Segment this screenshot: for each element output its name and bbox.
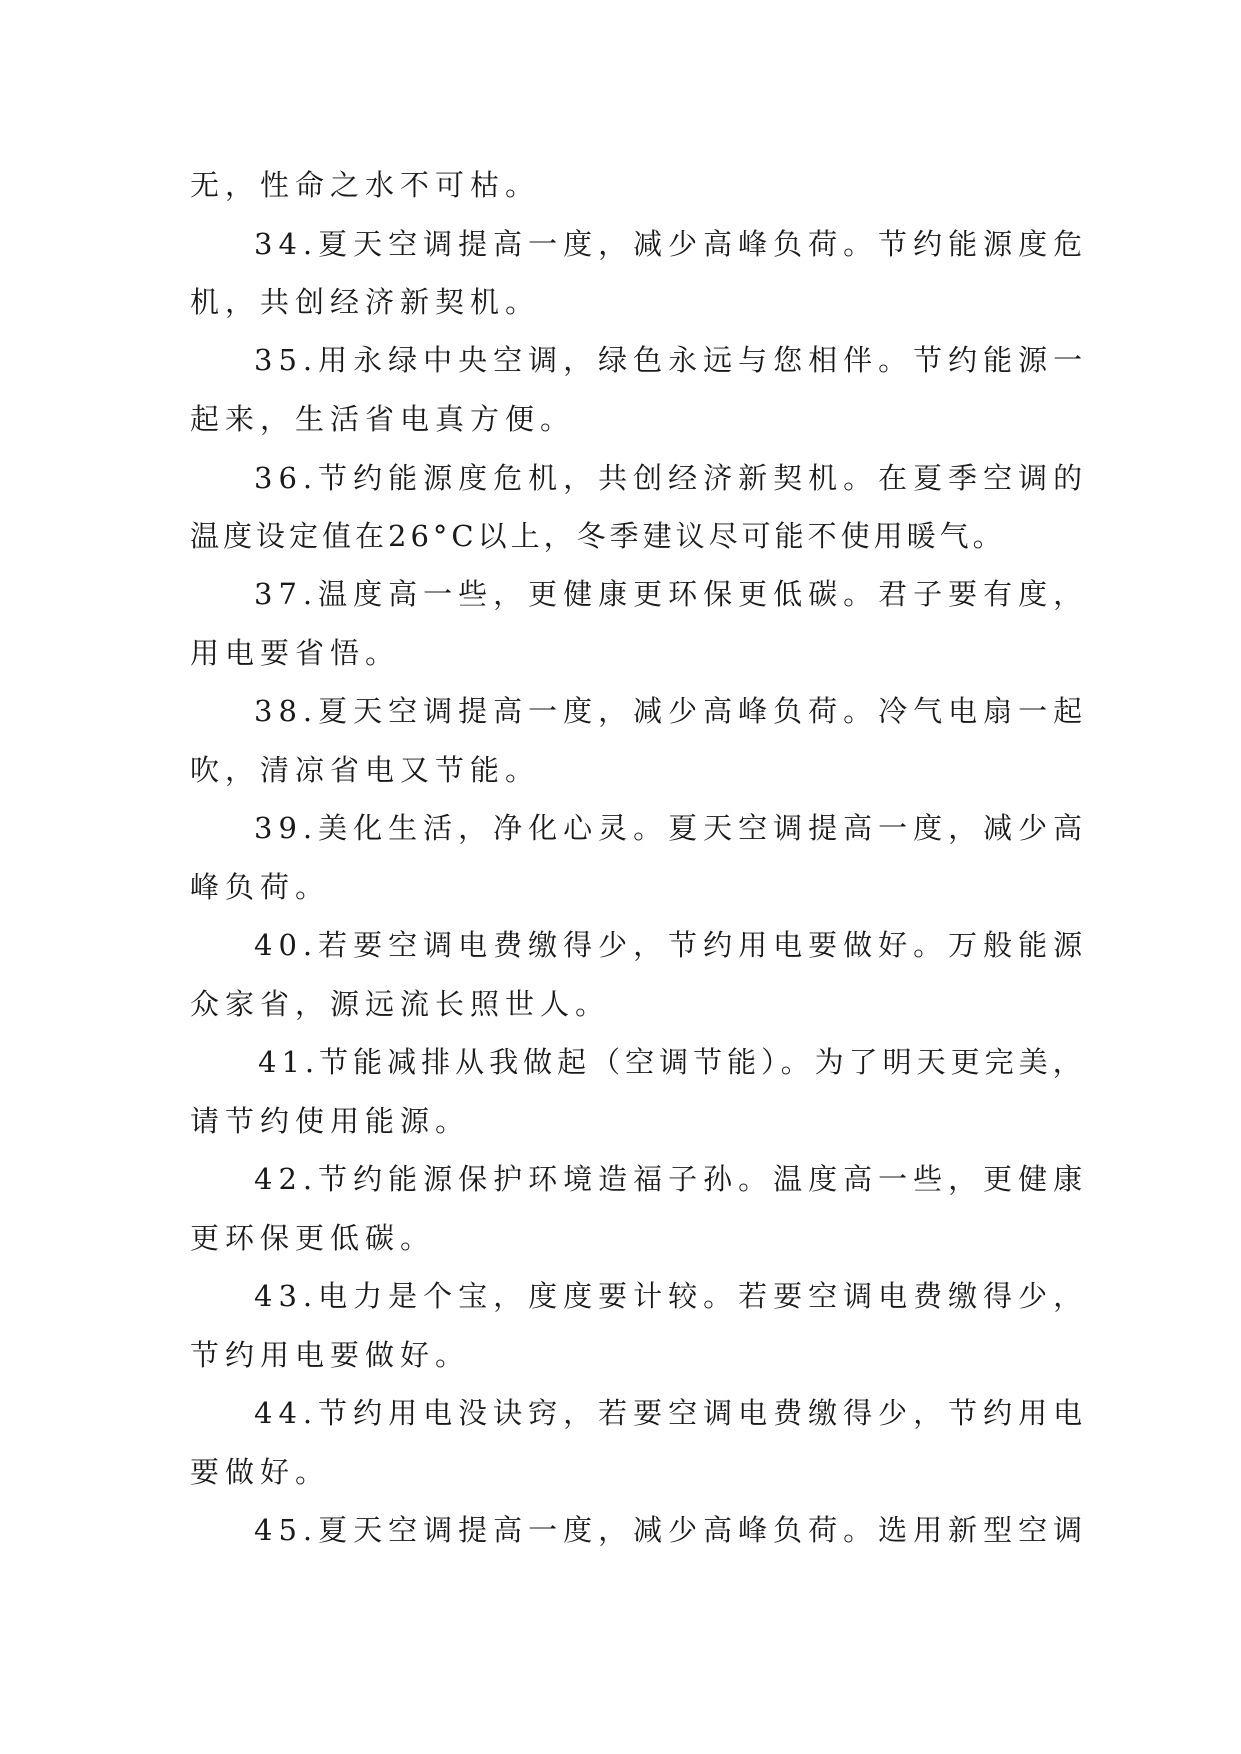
item-39-line-1: 39.美化生活，净化心灵。夏天空调提高一度，减少高 [254,811,1089,845]
item-43-line-1: 43.电力是个宝，度度要计较。若要空调电费缴得少， [254,1279,1089,1313]
item-41-line-2: 请节约使用能源。 [190,1104,471,1138]
item-36-line-2: 温度设定值在26°C以上，冬季建议尽可能不使用暖气。 [190,519,1006,553]
item-36-line-1: 36.节约能源度危机，共创经济新契机。在夏季空调的 [254,461,1089,495]
item-42-line-2: 更环保更低碳。 [190,1221,436,1255]
item-35-line-1: 35.用永绿中央空调，绿色永远与您相伴。节约能源一 [254,343,1089,377]
item-35-line-2: 起来，生活省电真方便。 [190,402,576,436]
item-42-line-1: 42.节约能源保护环境造福子孙。温度高一些，更健康 [254,1162,1089,1196]
item-39-line-2: 峰负荷。 [190,870,331,904]
item-40-line-1: 40.若要空调电费缴得少，节约用电要做好。万般能源 [254,928,1089,962]
item-37-line-2: 用电要省悟。 [190,636,401,670]
item-41-line-1: 41.节能减排从我做起（空调节能）。为了明天更完美， [258,1045,1087,1079]
item-44-line-1: 44.节约用电没诀窍，若要空调电费缴得少，节约用电 [254,1396,1089,1430]
item-40-line-2: 众家省，源远流长照世人。 [190,987,611,1021]
item-38-line-2: 吹，清凉省电又节能。 [190,753,541,787]
item-37-line-1: 37.温度高一些，更健康更环保更低碳。君子要有度， [254,577,1089,611]
item-45-line-1: 45.夏天空调提高一度，减少高峰负荷。选用新型空调 [254,1513,1089,1547]
item-44-line-2: 要做好。 [190,1455,331,1489]
item-43-line-2: 节约用电要做好。 [190,1338,471,1372]
item-38-line-1: 38.夏天空调提高一度，减少高峰负荷。冷气电扇一起 [254,694,1089,728]
item-34-line-1: 34.夏天空调提高一度，减少高峰负荷。节约能源度危 [254,227,1089,261]
item-34-line-2: 机，共创经济新契机。 [190,285,541,319]
text-line: 无，性命之水不可枯。 [190,168,541,202]
